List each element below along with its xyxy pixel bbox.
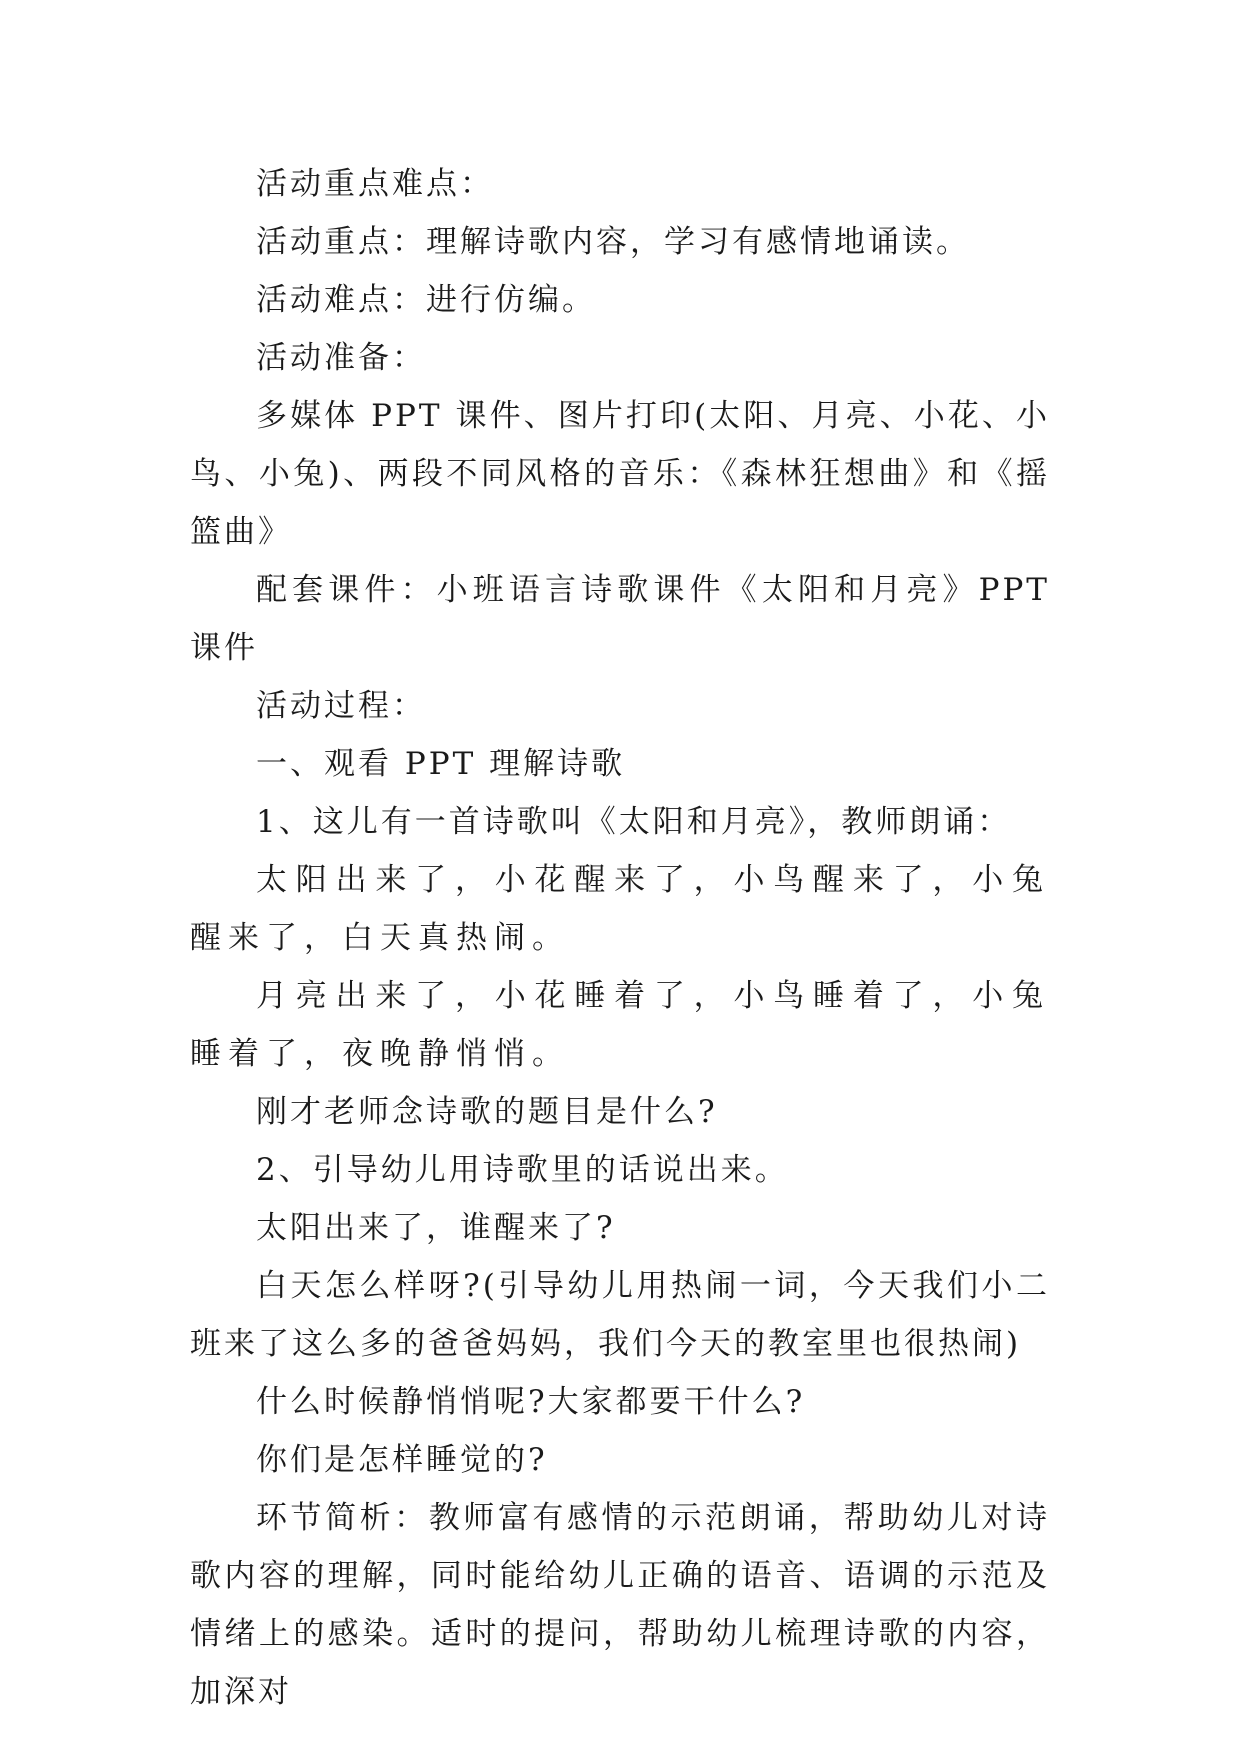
paragraph-analysis: 环节简析：教师富有感情的示范朗诵，帮助幼儿对诗歌内容的理解，同时能给幼儿正确的语音、语调的示范及情绪上的感染。适时的提问，帮助幼儿梳理诗歌的内容，加深对 bbox=[190, 1500, 1050, 1710]
paragraph-step-one: 1、这儿有一首诗歌叫《太阳和月亮》，教师朗诵： bbox=[256, 804, 1012, 840]
paragraph-preparation-materials: 多媒体 PPT 课件、图片打印(太阳、月亮、小花、小鸟、小兔)、两段不同风格的音乐：《森林狂想曲》和《摇篮曲》 bbox=[190, 398, 1050, 550]
paragraph-courseware: 配套课件：小班语言诗歌课件《太阳和月亮》PPT 课件 bbox=[190, 572, 1050, 666]
paragraph-process-heading: 活动过程： bbox=[256, 688, 426, 724]
paragraph-section-one-heading: 一、观看 PPT 理解诗歌 bbox=[256, 746, 626, 782]
paragraph-difficulty: 活动难点：进行仿编。 bbox=[256, 282, 596, 318]
paragraph-question-sleep: 你们是怎样睡觉的? bbox=[256, 1442, 548, 1478]
paragraph-step-two: 2、引导幼儿用诗歌里的话说出来。 bbox=[256, 1152, 789, 1188]
paragraph-question-title: 刚才老师念诗歌的题目是什么? bbox=[256, 1094, 718, 1130]
paragraph-poem-stanza-night: 月亮出来了，小花睡着了，小鸟睡着了，小兔睡着了，夜晚静悄悄。 bbox=[190, 978, 1050, 1072]
paragraph-question-quiet: 什么时候静悄悄呢?大家都要干什么? bbox=[256, 1384, 806, 1420]
document-body bbox=[190, 155, 1050, 1721]
paragraph-key-point: 活动重点：理解诗歌内容，学习有感情地诵读。 bbox=[256, 224, 970, 260]
paragraph-question-who-woke: 太阳出来了，谁醒来了? bbox=[256, 1210, 616, 1246]
paragraph-question-daytime: 白天怎么样呀?(引导幼儿用热闹一词，今天我们小二班来了这么多的爸爸妈妈，我们今天的教室里也很热闹) bbox=[190, 1268, 1050, 1362]
paragraph-poem-stanza-day: 太阳出来了，小花醒来了，小鸟醒来了，小兔醒来了，白天真热闹。 bbox=[190, 862, 1050, 956]
paragraph-preparation-heading: 活动准备： bbox=[256, 340, 426, 376]
paragraph-key-difficulties-heading: 活动重点难点： bbox=[256, 166, 494, 202]
